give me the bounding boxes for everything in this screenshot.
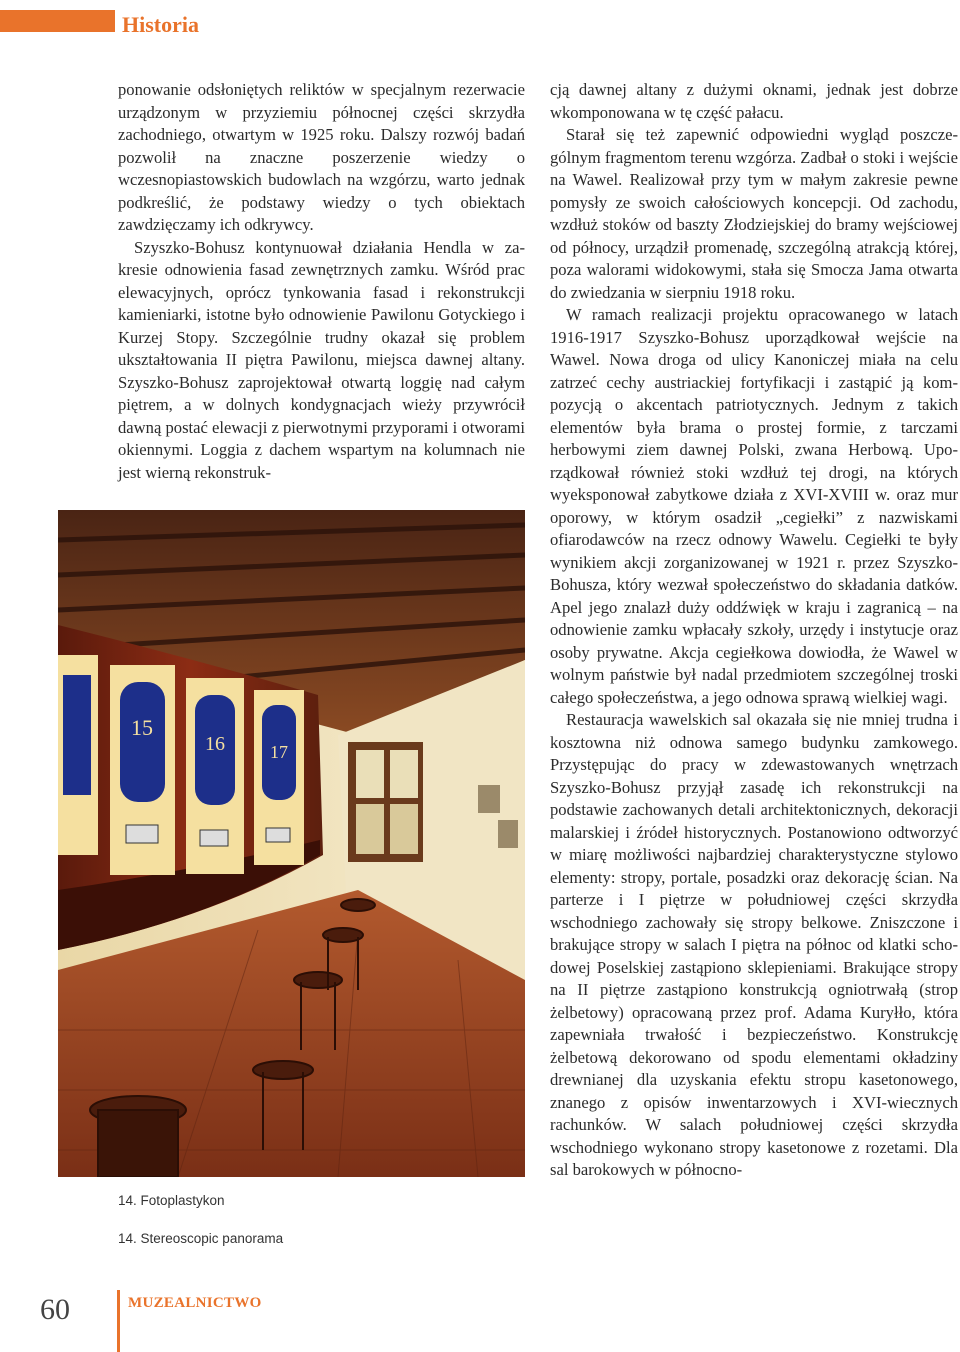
right-text-column [550,79,958,1182]
paragraph: cją dawnej altany z dużymi oknami, jednak jest dobrze wkomponowana w tę część pałacu. [550,80,958,122]
magazine-title: MUZEALNICTWO [128,1295,262,1311]
paragraph: W ramach realizacji projektu opracowanego w latach 1916-1917 Szyszko-Bohusz uporządkował wejście na Wawel. Nowa droga od ulicy Kanoniczej miała na celu zatrzeć cechy austriackiej fortyfikacji i zastąpić ją kompozycją o akcentach patriotycznych. Jednym z takich elementów była brama o prostej formie, z tarczami herbowymi ziem dawnej Polski, zwana Herbową. Uporządkował również stoki wzdłuż tej drogi, na których wyeksponował zabytkowe działa z XVI-XVIII w. oraz mur oporowy, w którym osadził „cegiełki” z nazwiskami ofiarodawców na rzecz odnowy Wawelu. Cegiełki te były wynikiem akcji zorganizowanej w 1921 r. przez Szyszko-Bohusza, który wezwał społeczeństwo do składania datków. Apel jego znalazł duży oddźwięk w kraju i zagranicą – na odnowienie zamku wpłacały szkoły, urzędy i instytucje oraz osoby prywatne. Akcja cegiełkowa dowiodła, że Wawel w wolnym państwie był nadal przedmiotem szczególnej troski całego społeczeństwa, a jego odnowa sprawą wielkiej wagi. [550,305,958,707]
panel-number: 15 [131,715,153,740]
fotoplastykon-photo [58,510,525,1177]
panel-number: 16 [205,733,225,755]
panel-number: 17 [270,742,288,762]
page-number: 60 [40,1293,70,1326]
left-text-column [118,79,525,484]
paragraph: Szyszko-Bohusz kontynuował działania Hendla w zakresie odnowienia fasad zewnętrznych zamku. Wśród prac elewacyjnych, oprócz tynkowania fasad i rekonstrukcji kamieniarki, istotne było odnowienie Pawilonu Gotyckiego i Kurzej Stopy. Szczególnie trudny okazał się problem ukształtowania II piętra Pawilonu, miejsca dawnej altany. Szyszko-Bohusz zaprojektował otwartą loggię nad całym piętrem, a w dolnych kondygnacjach wieży przywrócił dawną postać elewacji z pierwotnymi przyporami i otworami okiennymi. Loggia z dachem wspartym na kolumnach nie jest wierną rekonstruk- [118,237,525,482]
paragraph: Restauracja wawelskich sal okazała się nie mniej trudna i kosztowna niż odnowa samego budynku zamkowego. Przystępując do pracy w zdewastowanych wnętrzach Szyszko-Bohusz przyjął zasadę ich rekonstrukcji na podstawie zachowanych detali architektonicznych, dekoracji malarskiej i źródeł historycznych. Postanowiono odtworzyć w miarę możliwości najbardziej charakterystyczne stylowo elementy: stropy, portale, posadzki oraz dekorację ścian. Na parterze i I piętrze w południowej części skrzydła wschodniego zachowały się stropy belkowe. Zniszczone i brakujące stropy w salach I piętra na północ od klatki schodowej Poselskiej zastąpiono sklepieniami. Brakujące stropy na II piętrze zastąpiono konstrukcją ogniotrwałą (strop żelbetowy) opracowaną przez prof. Adama Kuryłło, która zapewniała trwałość i bezpieczeństwo. Konstrukcję żelbetową dekorowano od spodu elementami okładziny drewnianej dla uzyskania efektu stropu kasetonowego, znanego z opisów inwentarzowych i XVI-wiecznych rachunków. W salach południowej części skrzydła wschodniego wykonano stropy kasetonowe z rozetami. Dla sal barokowych w północno- [550,710,958,1179]
photo-caption-english: 14. Stereoscopic panorama [118,1231,284,1246]
photo-caption-polish: 14. Fotoplastykon [118,1193,225,1208]
paragraph: ponowanie odsłoniętych reliktów w specjalnym rezerwacie urządzonym w przyziemiu północnej części skrzydła zachodniego, otwartym w 1925 roku. Dalszy rozwój badań pozwolił na znaczne poszerzenie wiedzy o wczesnopiastowskich budowlach na wzgórzu, warto jednak podkreślić, że podstawy wiedzy o tych obiektach zawdzięczamy ich odkrywcy. [118,80,525,234]
section-title: Historia [122,12,199,37]
header-accent-bar [0,10,115,32]
paragraph: Starał się też zapewnić odpowiedni wygląd poszczególnym fragmentom terenu wzgórza. Zadbał o stoki i wejście na Wawel. Realizował przy tym w małym zakresie pewne pomysły ze swoich całościowych koncepcji. Od zachodu, wzdłuż stoków od baszty Złodziejskiej do bramy wejściowej od północy, urządził promenadę, szczególną atrakcją której, poza walorami widokowymi, stała się Smocza Jama otwarta do zwiedzania w sierpniu 1918 roku. [550,125,958,302]
footer-accent-rule [117,1290,120,1352]
